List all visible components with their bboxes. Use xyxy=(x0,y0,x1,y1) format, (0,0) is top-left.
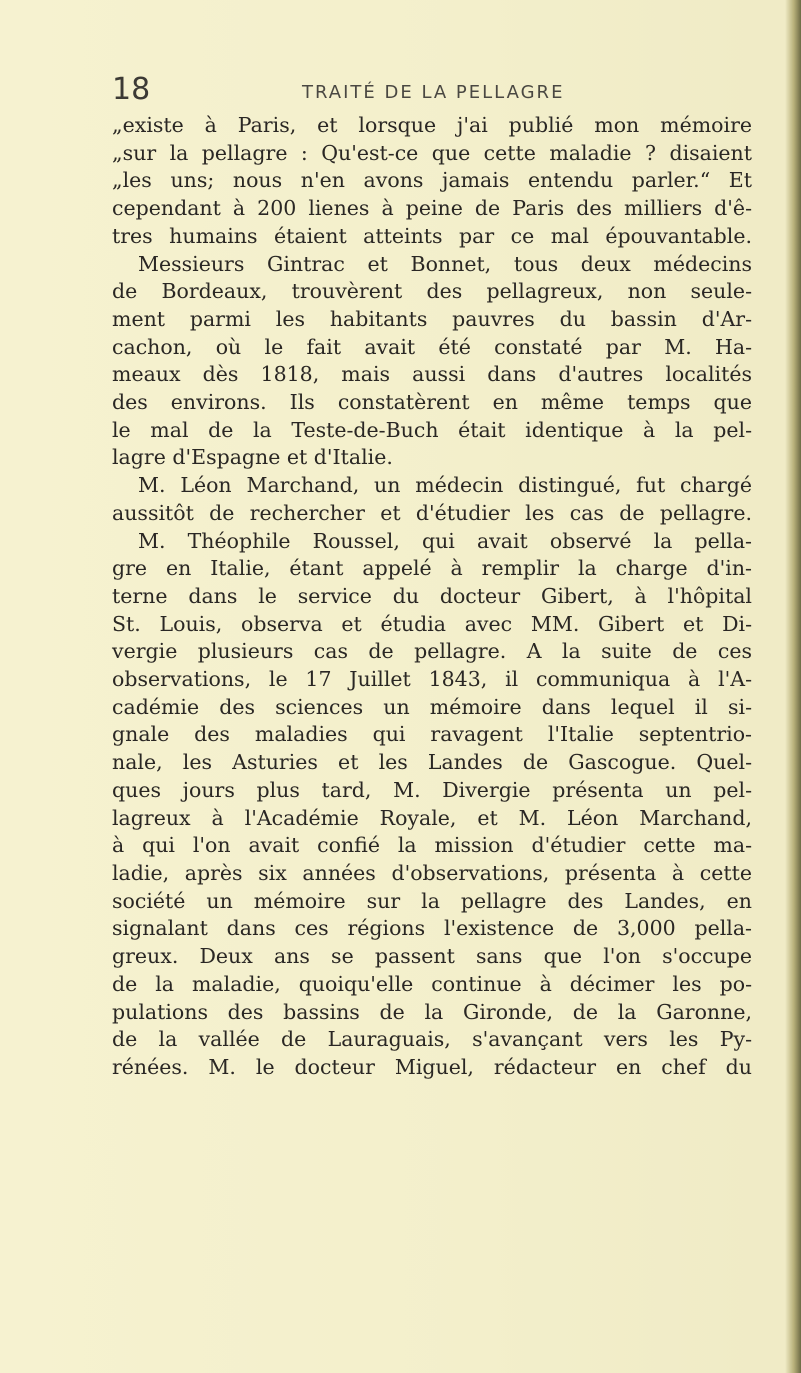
text-line: lagreux à l'Académie Royale, et M. Léon Marchand, xyxy=(112,805,752,830)
text-line: gnale des maladies qui ravagent l'Italie septentrio- xyxy=(112,722,752,747)
text-line: meaux dès 1818, mais aussi dans d'autres localités xyxy=(112,362,752,387)
text-line: de la vallée de Lauraguais, s'avançant vers les Py- xyxy=(112,1027,752,1052)
text-line: de la maladie, quoiqu'elle continue à décimer les po- xyxy=(112,971,752,996)
text-line: signalant dans ces régions l'existence de 3,000 pella- xyxy=(112,916,752,941)
text-line: à qui l'on avait confié la mission d'étudier cette ma- xyxy=(112,833,752,858)
body-text xyxy=(112,112,752,1082)
text-line: nale, les Asturies et les Landes de Gascogue. Quel- xyxy=(112,750,752,775)
text-line: cependant à 200 lienes à peine de Paris des milliers d'ê- xyxy=(112,196,752,221)
text-line: „les uns; nous n'en avons jamais entendu parler.“ Et xyxy=(112,168,752,193)
text-line: Messieurs Gintrac et Bonnet, tous deux médecins xyxy=(138,251,752,276)
text-line: le mal de la Teste-de-Buch était identique à la pel- xyxy=(112,417,752,442)
text-line: ladie, après six années d'observations, présenta à cette xyxy=(112,860,752,885)
text-line: terne dans le service du docteur Gibert, à l'hôpital xyxy=(112,583,752,608)
running-head: TRAITÉ DE LA PELLAGRE xyxy=(302,82,565,103)
text-line: St. Louis, observa et étudia avec MM. Gibert et Di- xyxy=(112,611,752,636)
text-line: greux. Deux ans se passent sans que l'on s'occupe xyxy=(112,944,752,969)
text-line: M. Léon Marchand, un médecin distingué, fut chargé xyxy=(138,473,752,498)
text-line: société un mémoire sur la pellagre des Landes, en xyxy=(112,888,752,913)
page-header xyxy=(112,72,672,112)
text-line: gre en Italie, étant appelé à remplir la charge d'in- xyxy=(112,556,752,581)
text-line: des environs. Ils constatèrent en même temps que xyxy=(112,390,752,415)
text-line: ment parmi les habitants pauvres du bassin d'Ar- xyxy=(112,306,752,331)
text-line: rénées. M. le docteur Miguel, rédacteur en chef du xyxy=(112,1054,752,1079)
text-line: aussitôt de rechercher et d'étudier les cas de pellagre. xyxy=(112,500,752,525)
text-line: cadémie des sciences un mémoire dans lequel il si- xyxy=(112,694,752,719)
text-line: ques jours plus tard, M. Divergie présenta un pel- xyxy=(112,777,752,802)
page-number: 18 xyxy=(112,72,151,107)
text-line: cachon, où le fait avait été constaté par M. Ha- xyxy=(112,334,752,359)
text-line: tres humains étaient atteints par ce mal épouvantable. xyxy=(112,223,752,248)
text-line: „sur la pellagre : Qu'est-ce que cette maladie ? disaient xyxy=(112,140,752,165)
text-line: pulations des bassins de la Gironde, de la Garonne, xyxy=(112,999,752,1024)
text-line: observations, le 17 Juillet 1843, il communiqua à l'A- xyxy=(112,667,752,692)
text-line: „existe à Paris, et lorsque j'ai publié mon mémoire xyxy=(112,113,752,137)
text-line: M. Théophile Roussel, qui avait observé la pella- xyxy=(138,528,752,553)
text-line: de Bordeaux, trouvèrent des pellagreux, non seule- xyxy=(112,279,752,304)
page-edge-shadow xyxy=(785,0,801,1373)
text-line: lagre d'Espagne et d'Italie. xyxy=(112,445,393,470)
text-line: vergie plusieurs cas de pellagre. A la suite de ces xyxy=(112,639,752,664)
